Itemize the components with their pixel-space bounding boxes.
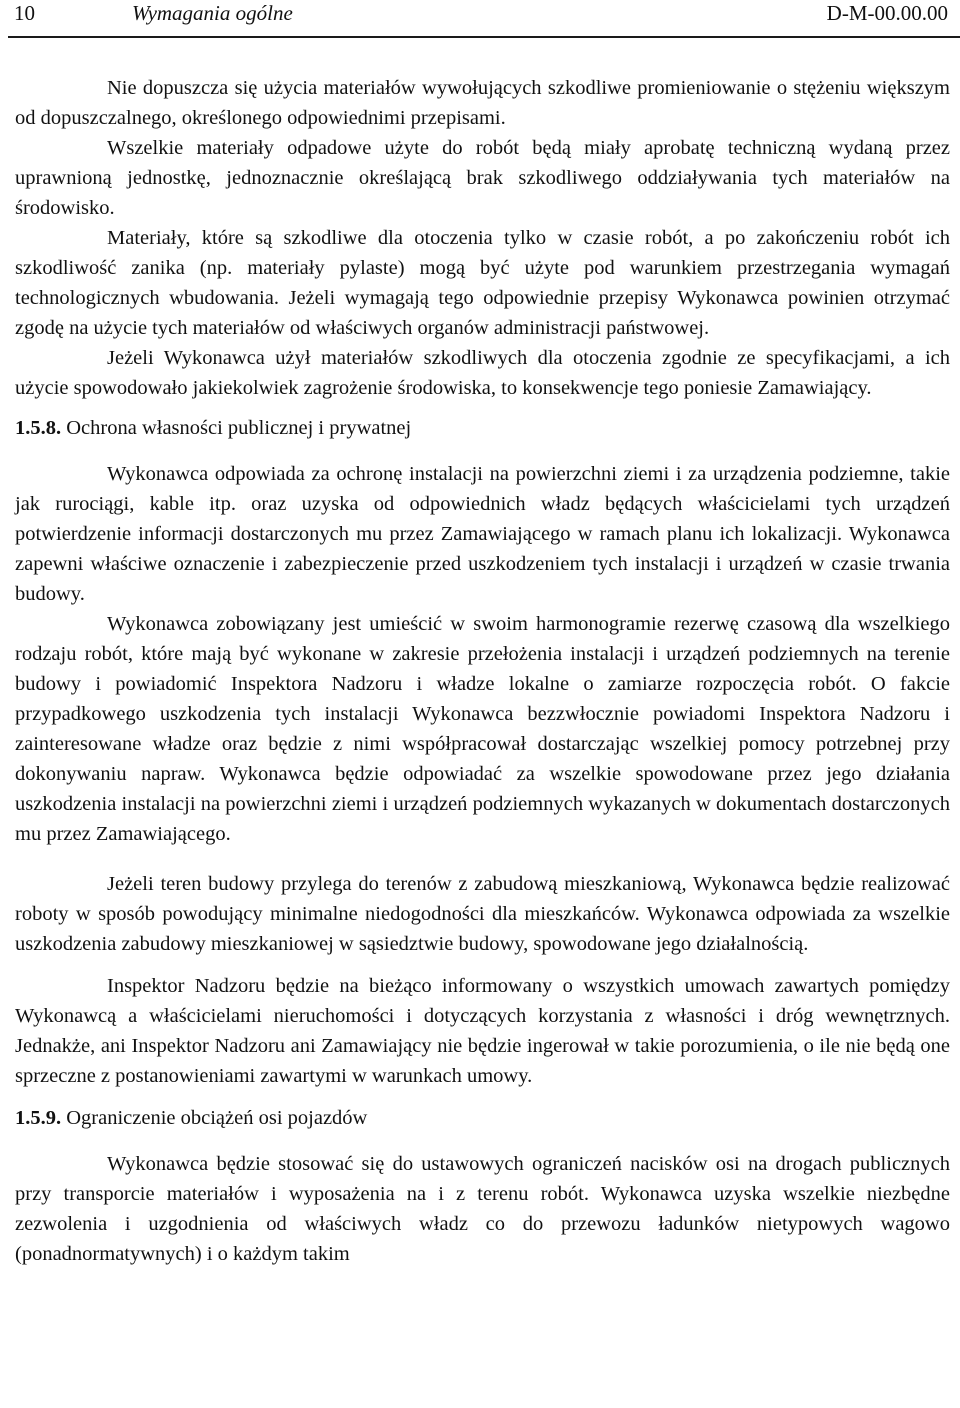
paragraph: Wykonawca odpowiada za ochronę instalacji na powierzchni ziemi i za urządzenia podziemne, takie jak rurociągi, kable itp. oraz uzyska od odpowiednich władz będących właścicielami tych urządzeń potwierdzenie informacji dostarczonych mu przez Zamawiającego w ramach planu ich lokalizacji. Wykonawca zapewni właściwe oznaczenie i zabezpieczenie przed uszkodzeniem tych instalacji i urządzeń w czasie trwania budowy.	[15, 463, 950, 605]
page-number: 10	[14, 1, 35, 25]
paragraph: Wszelkie materiały odpadowe użyte do robót będą miały aprobatę techniczną wydaną przez uprawnioną jednostkę, jednoznacznie określającą brak szkodliwego oddziaływania tych materiałów na środowisko.	[15, 137, 950, 219]
section-heading-1-5-9	[15, 1103, 950, 1133]
document-code: D-M-00.00.00	[826, 1, 948, 25]
paragraph: Jeżeli Wykonawca użył materiałów szkodliwych dla otoczenia zgodnie ze specyfikacjami, a ich użycie spowodowało jakiekolwiek zagrożenie środowiska, to konsekwencje tego poniesie Zamawiający.	[15, 347, 950, 399]
paragraph: Jeżeli teren budowy przylega do terenów z zabudową mieszkaniową, Wykonawca będzie realizować roboty w sposób powodujący minimalne niedogodności dla mieszkańców. Wykonawca odpowiada za wszelkie uszkodzenia zabudowy mieszkaniowej w sąsiedztwie budowy, spowodowane jego działalnością.	[15, 873, 950, 955]
paragraph: Materiały, które są szkodliwe dla otoczenia tylko w czasie robót, a po zakończeniu robót ich szkodliwość zanika (np. materiały pylaste) mogą być użyte pod warunkiem przestrzegania wymagań technologicznych wbudowania. Jeżeli wymagają tego odpowiednie przepisy Wykonawca powinien otrzymać zgodę na użycie tych materiałów od właściwych organów administracji państwowej.	[15, 227, 950, 339]
document-title: Wymagania ogólne	[132, 1, 293, 25]
paragraph: Wykonawca zobowiązany jest umieścić w swoim harmonogramie rezerwę czasową dla wszelkiego rodzaju robót, które mają być wykonane w zakresie przełożenia instalacji i urządzeń podziemnych na terenie budowy i powiadomić Inspektora Nadzoru i władze lokalne o zamiarze rozpoczęcia robót. O fakcie przypadkowego uszkodzenia tych instalacji Wykonawca bezzwłocznie powiadomi Inspektora Nadzoru i zainteresowane władze oraz będzie z nimi współpracował dostarczając wszelkiej pomocy potrzebnej przy dokonywaniu napraw. Wykonawca będzie odpowiadać za wszelkie spowodowane przez jego działania uszkodzenia instalacji na powierzchni ziemi i urządzeń podziemnych wykazanych w dokumentach dostarczonych mu przez Zamawiającego.	[15, 613, 950, 845]
section-number: 1.5.8.	[15, 417, 62, 439]
page-content	[15, 73, 950, 1269]
paragraph: Inspektor Nadzoru będzie na bieżąco informowany o wszystkich umowach zawartych pomiędzy Wykonawcą a właścicielami nieruchomości i dotyczących korzystania z własności i dróg wewnętrznych. Jednakże, ani Inspektor Nadzoru ani Zamawiający nie będzie ingerował w takie porozumienia, o ile nie będą one sprzeczne z postanowieniami zawartymi w warunkach umowy.	[15, 975, 950, 1087]
page-header	[14, 0, 948, 28]
paragraph: Wykonawca będzie stosować się do ustawowych ograniczeń nacisków osi na drogach publicznych przy transporcie materiałów i wyposażenia na i z terenu robót. Wykonawca uzyska wszelkie niezbędne zezwolenia i uzgodnienia od właściwych władz co do przewozu ładunków nietypowych wagowo (ponadnormatywnych) i o każdym takim	[15, 1153, 950, 1265]
paragraph: Nie dopuszcza się użycia materiałów wywołujących szkodliwe promieniowanie o stężeniu większym od dopuszczalnego, określonego odpowiednimi przepisami.	[15, 77, 950, 129]
section-heading-1-5-8	[15, 413, 950, 443]
section-title: Ograniczenie obciążeń osi pojazdów	[66, 1107, 368, 1129]
section-number: 1.5.9.	[15, 1107, 62, 1129]
header-rule	[8, 36, 960, 38]
section-title: Ochrona własności publicznej i prywatnej	[66, 417, 412, 439]
